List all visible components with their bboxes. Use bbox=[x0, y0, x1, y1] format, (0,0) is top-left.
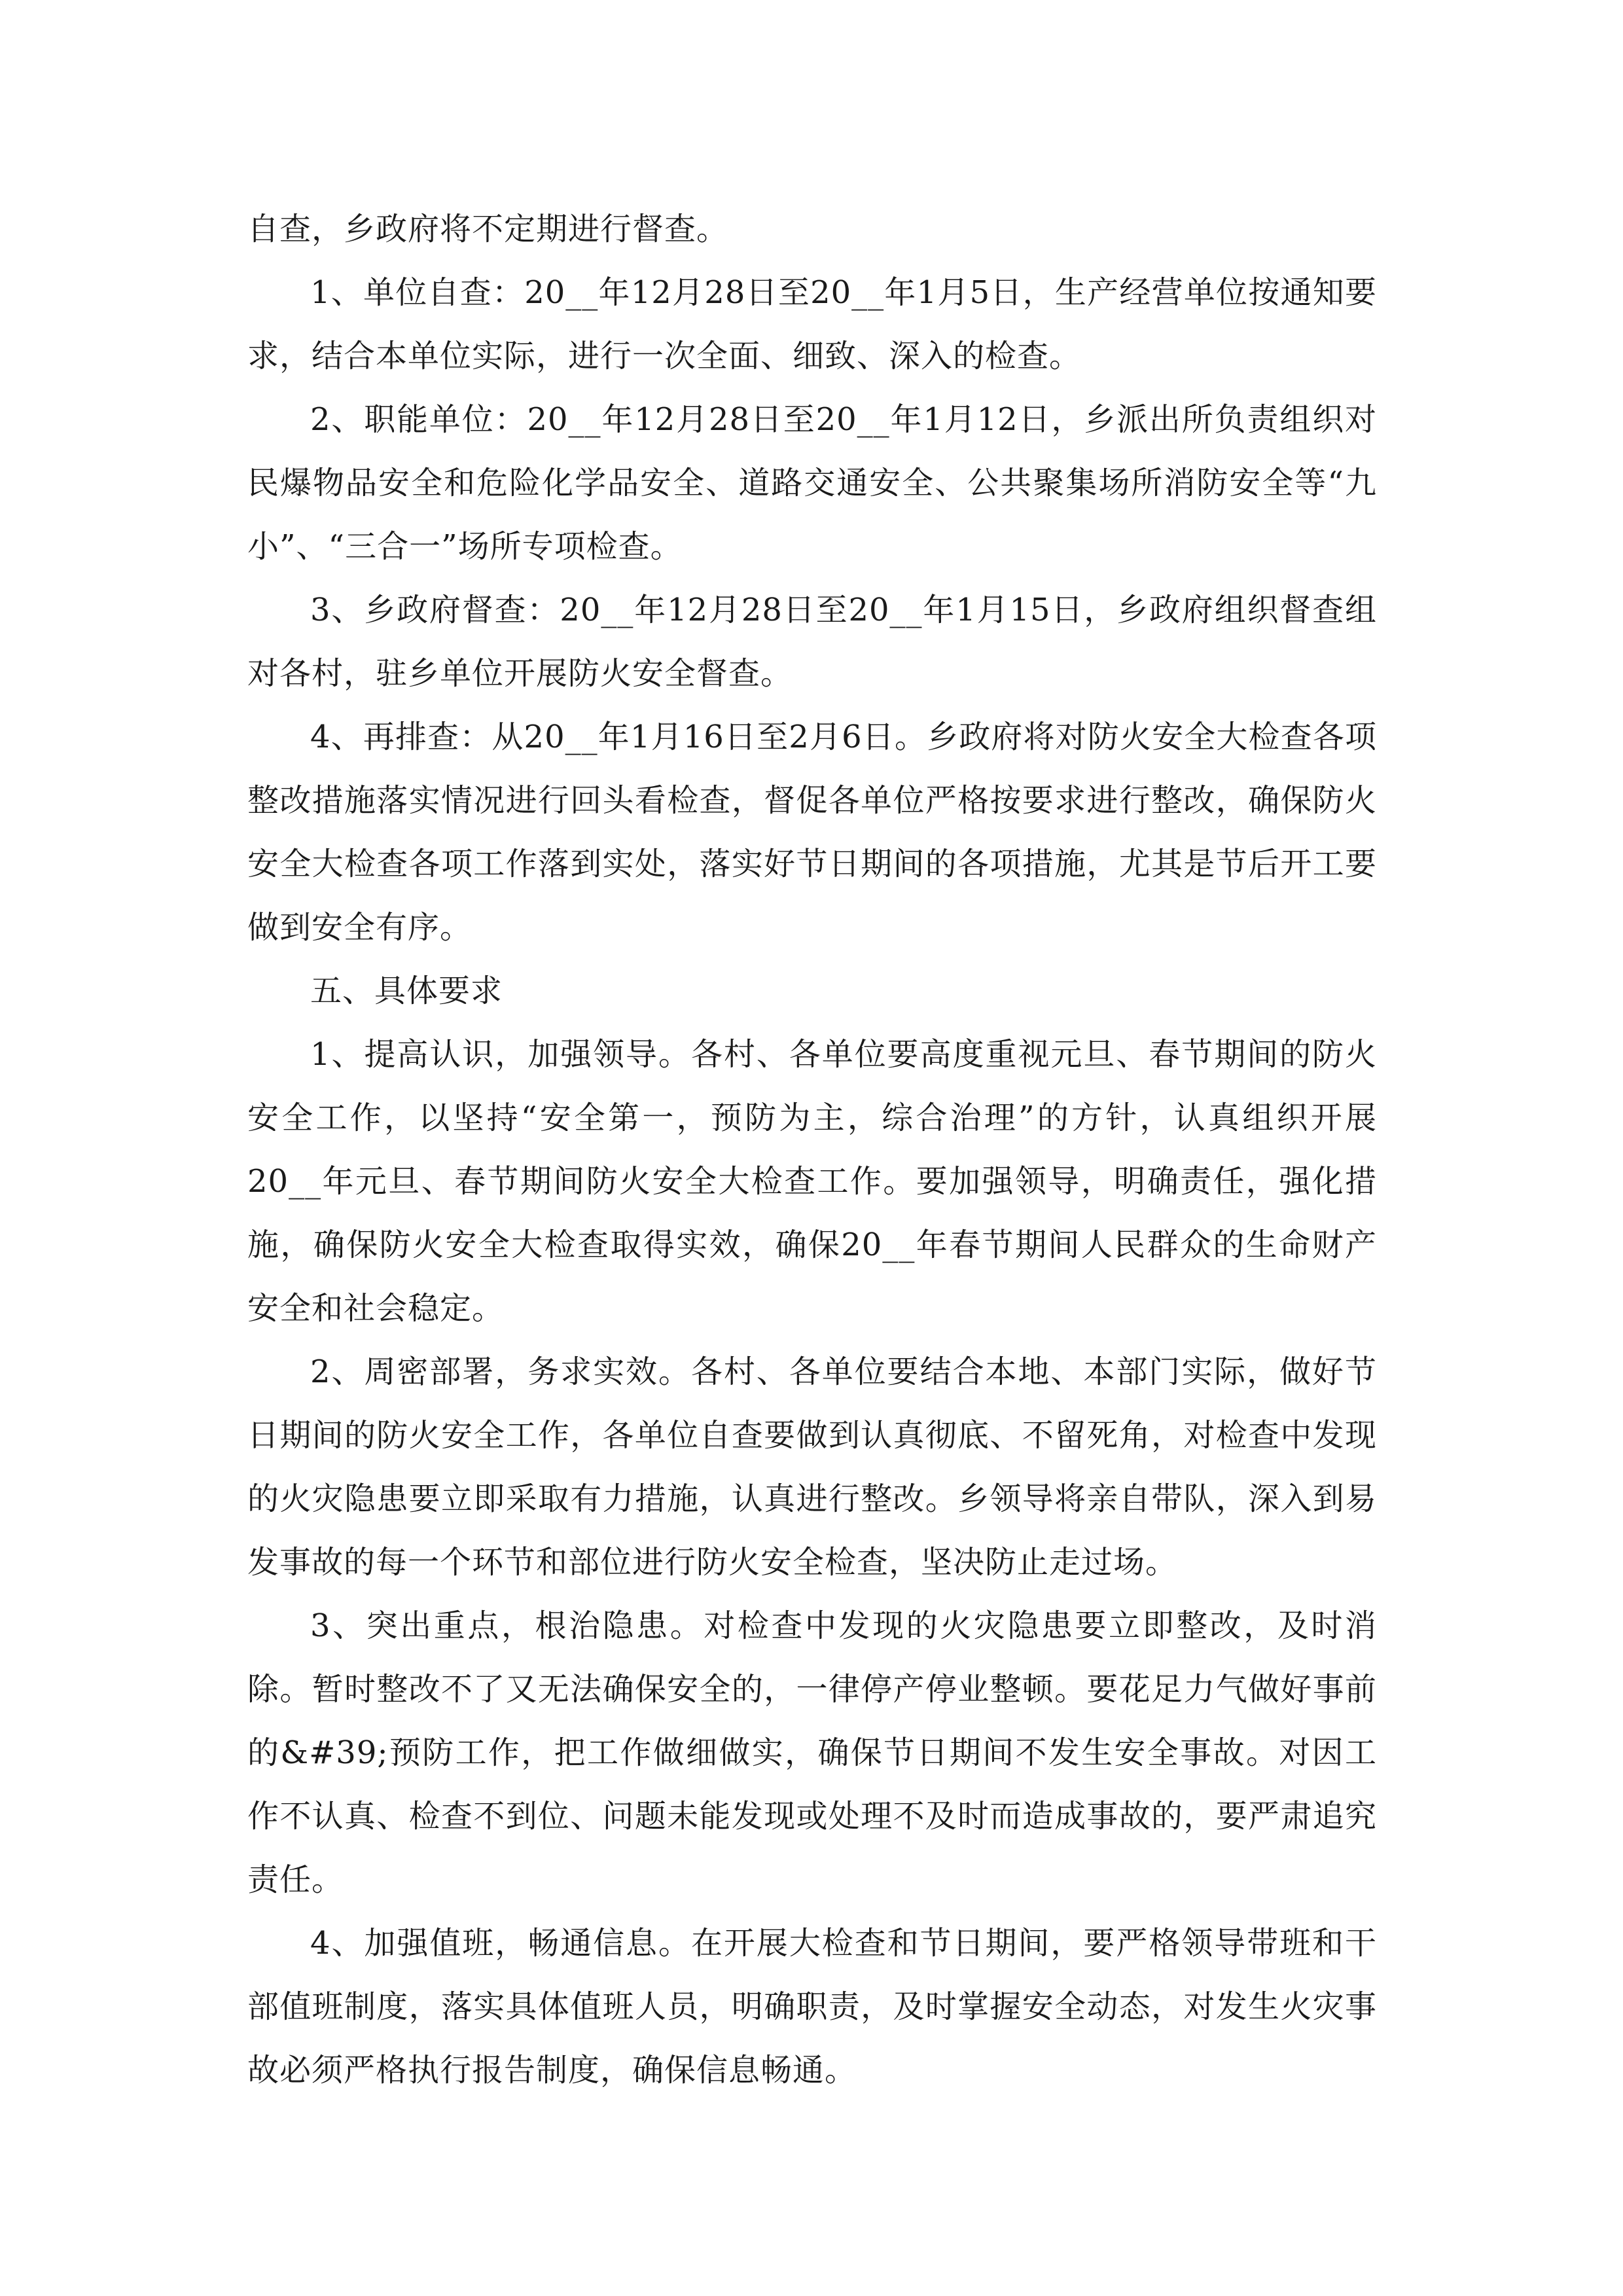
paragraph-item-government-supervision: 3、乡政府督查：20__年12月28日至20__年1月15日，乡政府组织督查组对各村，驻乡单位开展防火安全督查。 bbox=[247, 592, 1377, 692]
paragraph-continuation: 自查，乡政府将不定期进行督查。 bbox=[247, 211, 729, 247]
paragraph-requirement-hazards: 3、突出重点，根治隐患。对检查中发现的火灾隐患要立即整改，及时消除。暂时整改不了又无法确保安全的，一律停产停业整顿。要花足力气做好事前的&#39;预防工作，把工作做细做实，确保节日期间不发生安全事故。对因工作不认真、检查不到位、问题未能发现或处理不及时而造成事故的，要严肃追究责任。 bbox=[247, 1607, 1377, 1898]
paragraph-requirement-deployment: 2、周密部署，务求实效。各村、各单位要结合本地、本部门实际，做好节日期间的防火安全工作，各单位自查要做到认真彻底、不留死角，对检查中发现的火灾隐患要立即采取有力措施，认真进行整改。乡领导将亲自带队，深入到易发事故的每一个环节和部位进行防火安全检查，坚决防止走过场。 bbox=[247, 1354, 1377, 1581]
paragraph-item-re-inspection: 4、再排查：从20__年1月16日至2月6日。乡政府将对防火安全大检查各项整改措施落实情况进行回头看检查，督促各单位严格按要求进行整改，确保防火安全大检查各项工作落到实处，落实好节日期间的各项措施，尤其是节后开工要做到安全有序。 bbox=[247, 719, 1377, 946]
section-heading-requirements: 五、具体要求 bbox=[310, 973, 503, 1009]
paragraph-requirement-awareness: 1、提高认识，加强领导。各村、各单位要高度重视元旦、春节期间的防火安全工作，以坚持“安全第一，预防为主，综合治理”的方针，认真组织开展20__年元旦、春节期间防火安全大检查工作。要加强领导，明确责任，强化措施，确保防火安全大检查取得实效，确保20__年春节期间人民群众的生命财产安全和社会稳定。 bbox=[247, 1036, 1377, 1327]
paragraph-requirement-duty: 4、加强值班，畅通信息。在开展大检查和节日期间，要严格领导带班和干部值班制度，落实具体值班人员，明确职责，及时掌握安全动态，对发生火灾事故必须严格执行报告制度，确保信息畅通。 bbox=[247, 1925, 1377, 2089]
paragraph-item-unit-self-check: 1、单位自查：20__年12月28日至20__年1月5日，生产经营单位按通知要求，结合本单位实际，进行一次全面、细致、深入的检查。 bbox=[247, 274, 1377, 374]
paragraph-item-functional-units: 2、职能单位：20__年12月28日至20__年1月12日，乡派出所负责组织对民爆物品安全和危险化学品安全、道路交通安全、公共聚集场所消防安全等“九小”、“三合一”场所专项检查。 bbox=[247, 401, 1377, 565]
document-body bbox=[247, 198, 1377, 2102]
